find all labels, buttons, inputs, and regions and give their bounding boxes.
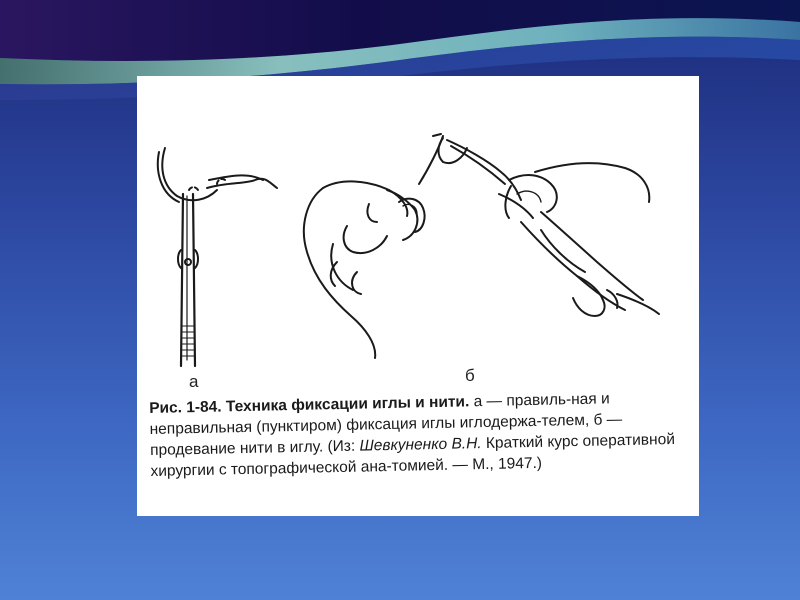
panel-b-label: б — [465, 366, 475, 385]
caption-author: Шевкуненко В.Н. — [359, 435, 482, 455]
panel-a-label: а — [189, 372, 199, 391]
needle-holder-illustration — [137, 76, 699, 396]
panel-a-needle-holder-drawing — [158, 148, 277, 366]
caption-text-1: а — правиль-ная и неправильная (пунктиром) фиксация иглы иглодержа-телем, б — продевание нити в иглу. (Из: — [149, 390, 623, 459]
panel-b-hands-threading-drawing — [304, 134, 659, 358]
caption-text-2: Краткий курс оперативной хирургии с топографической ана-томией. — М., 1947.) — [150, 430, 676, 480]
figure-caption — [149, 387, 691, 482]
caption-title: Рис. 1-84. Техника фиксации иглы и нити. — [149, 393, 470, 417]
figure-card — [137, 76, 699, 516]
